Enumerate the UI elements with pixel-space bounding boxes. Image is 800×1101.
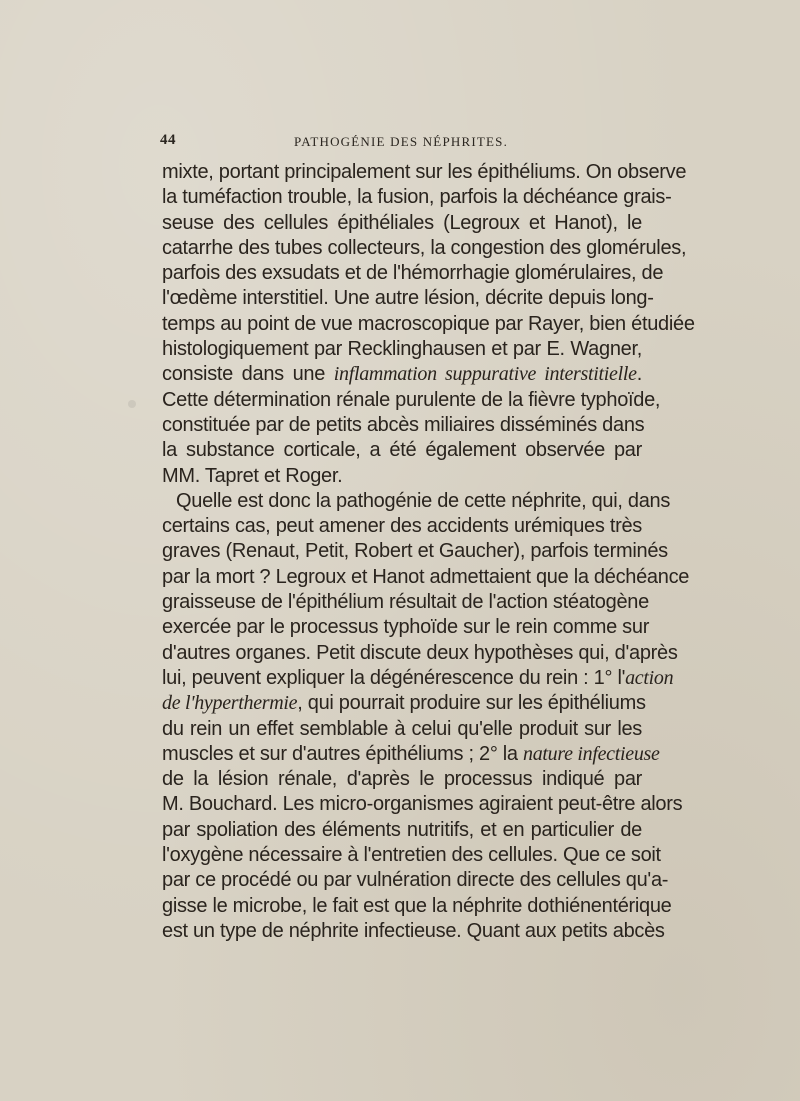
text-line: Cette détermination rénale purulente de la fièvre typhoïde, xyxy=(162,388,661,411)
italic-term: de l'hyperthermie xyxy=(162,692,298,715)
text-line: M. Bouchard. Les micro-organismes agiraient peut-être alors xyxy=(162,793,683,816)
text-line: constituée par de petits abcès miliaires disséminés dans xyxy=(162,413,645,436)
text-segment: , qui pourrait produire sur les épithéliums xyxy=(297,692,646,715)
running-title: PATHOGÉNIE DES NÉPHRITES. xyxy=(293,134,509,149)
text-line: catarrhe des tubes collecteurs, la congestion des glomérules, xyxy=(162,236,687,259)
text-line xyxy=(162,666,674,691)
italic-term: action xyxy=(625,666,674,689)
text-line xyxy=(162,742,660,767)
page-number: 44 xyxy=(160,132,176,148)
text-line: la tuméfaction trouble, la fusion, parfois la déchéance grais- xyxy=(162,186,672,209)
text-line: de la lésion rénale, d'après le processus indiqué par xyxy=(162,768,642,791)
text-line: l'oxygène nécessaire à l'entretien des cellules. Que ce soit xyxy=(162,844,661,867)
italic-term: nature infectieuse xyxy=(523,742,660,765)
text-line xyxy=(162,362,642,387)
text-segment: . xyxy=(636,363,642,386)
text-line: par spoliation des éléments nutritifs, et en particulier de xyxy=(162,818,642,841)
text-line: MM. Tapret et Roger. xyxy=(162,464,343,487)
text-line xyxy=(162,691,646,716)
text-line: mixte, portant principalement sur les épithéliums. On observe xyxy=(162,161,687,183)
text-line: parfois des exsudats et de l'hémorrhagie glomérulaires, de xyxy=(162,262,664,285)
text-line: histologiquement par Recklinghausen et par E. Wagner, xyxy=(162,338,642,361)
text-line: par ce procédé ou par vulnération directe des cellules qu'a- xyxy=(162,869,669,892)
text-line: temps au point de vue macroscopique par Rayer, bien étudiée xyxy=(162,312,695,335)
text-line: du rein un effet semblable à celui qu'elle produit sur les xyxy=(162,717,642,740)
text-line: seuse des cellules épithéliales (Legroux et Hanot), le xyxy=(162,211,642,234)
text-segment: lui, peuvent expliquer la dégénérescence du rein : 1° l' xyxy=(162,666,626,689)
paper-stain xyxy=(128,400,136,408)
body-text xyxy=(162,160,695,944)
text-line: graisseuse de l'épithélium résultait de l'action stéatogène xyxy=(162,591,649,614)
text-line: graves (Renaut, Petit, Robert et Gaucher), parfois terminés xyxy=(162,540,668,563)
text-line: d'autres organes. Petit discute deux hypothèses qui, d'après xyxy=(162,641,678,664)
italic-term: inflammation suppurative interstitielle xyxy=(333,363,637,386)
text-line: la substance corticale, a été également observée par xyxy=(162,439,642,462)
text-line: est un type de néphrite infectieuse. Quant aux petits abcès xyxy=(162,919,665,942)
text-line: l'œdème interstitiel. Une autre lésion, décrite depuis long- xyxy=(162,287,654,310)
text-segment: muscles et sur d'autres épithéliums ; 2° la xyxy=(162,742,523,765)
text-segment: consiste dans une xyxy=(162,363,334,386)
text-line: Quelle est donc la pathogénie de cette néphrite, qui, dans xyxy=(176,489,671,512)
page-header xyxy=(160,132,642,154)
text-line: par la mort ? Legroux et Hanot admettaient que la déchéance xyxy=(162,565,690,588)
text-line: exercée par le processus typhoïde sur le rein comme sur xyxy=(162,616,650,639)
text-line: gisse le microbe, le fait est que la néphrite dothiénentérique xyxy=(162,894,672,917)
text-line: certains cas, peut amener des accidents urémiques très xyxy=(162,515,642,538)
